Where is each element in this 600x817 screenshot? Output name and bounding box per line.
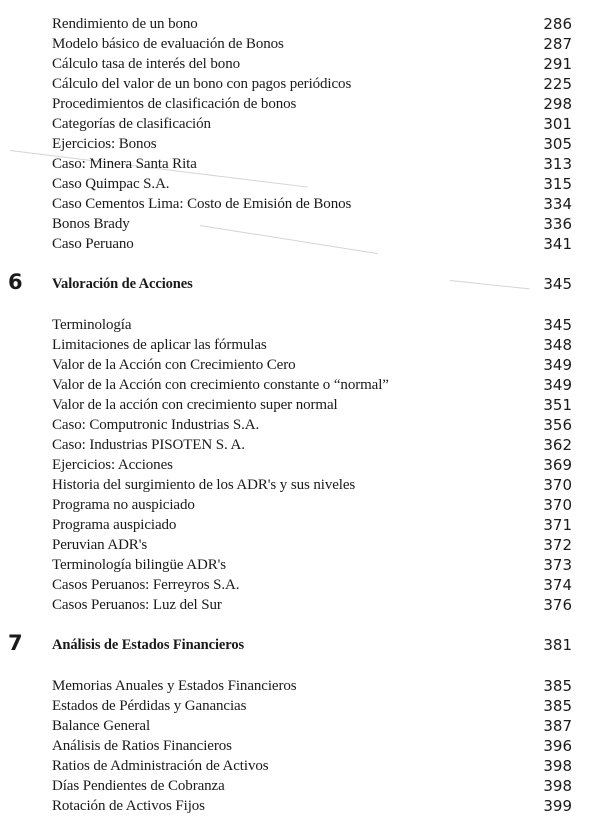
- toc-entry-title: Caso Cementos Lima: Costo de Emisión de Bonos: [52, 196, 352, 212]
- toc-entry-page: 349: [543, 376, 572, 394]
- toc-entry: [0, 435, 600, 455]
- toc-entry-page: 399: [543, 797, 572, 815]
- table-of-contents: [0, 14, 600, 816]
- toc-entry-page: 336: [543, 215, 572, 233]
- toc-entry-title: Valor de la Acción con Crecimiento Cero: [52, 357, 296, 373]
- toc-entry-page: 349: [543, 356, 572, 374]
- toc-entry-title: Caso: Minera Santa Rita: [52, 156, 197, 172]
- toc-entry-title: Historia del surgimiento de los ADR's y sus niveles: [52, 477, 356, 493]
- toc-entry: [0, 214, 600, 234]
- toc-entry-page: 385: [543, 677, 572, 695]
- toc-entry-page: 374: [543, 576, 572, 594]
- toc-entry: [0, 395, 600, 415]
- toc-entry-page: 398: [543, 757, 572, 775]
- toc-entry: [0, 154, 600, 174]
- toc-entry: [0, 595, 600, 615]
- toc-entry-page: 370: [543, 476, 572, 494]
- toc-entry: [0, 234, 600, 254]
- toc-entry-title: Cálculo tasa de interés del bono: [52, 56, 240, 72]
- toc-entry-page: 371: [543, 516, 572, 534]
- toc-entry: [0, 315, 600, 335]
- toc-entry: [0, 555, 600, 575]
- toc-entry: [0, 736, 600, 756]
- toc-entry-page: 287: [543, 35, 572, 53]
- toc-entry-page: 385: [543, 697, 572, 715]
- toc-entry-page: 348: [543, 336, 572, 354]
- toc-entry: [0, 776, 600, 796]
- toc-entry: [0, 455, 600, 475]
- toc-entry-title: Terminología bilingüe ADR's: [52, 557, 226, 573]
- toc-entry-page: 387: [543, 717, 572, 735]
- toc-entry: [0, 335, 600, 355]
- toc-entry-page: 362: [543, 436, 572, 454]
- toc-entry: [0, 375, 600, 395]
- toc-entry-page: 351: [543, 396, 572, 414]
- toc-entry-page: 372: [543, 536, 572, 554]
- toc-entry-title: Programa no auspiciado: [52, 497, 195, 513]
- toc-entry-title: Rendimiento de un bono: [52, 16, 198, 32]
- chapter-title: Valoración de Acciones: [52, 276, 193, 292]
- toc-entry-page: 376: [543, 596, 572, 614]
- chapter-heading: [0, 270, 600, 294]
- chapter-page-number: 381: [543, 636, 572, 654]
- toc-entry-page: 313: [543, 155, 572, 173]
- toc-entry-title: Peruvian ADR's: [52, 537, 148, 553]
- toc-entry-page: 286: [543, 15, 572, 33]
- chapter-number: 6: [8, 270, 23, 294]
- toc-entry-title: Memorias Anuales y Estados Financieros: [52, 678, 297, 694]
- toc-entry-title: Balance General: [52, 718, 151, 734]
- toc-entry: [0, 475, 600, 495]
- toc-entry: [0, 114, 600, 134]
- toc-entry: [0, 355, 600, 375]
- toc-entry: [0, 415, 600, 435]
- toc-entry-page: 305: [543, 135, 572, 153]
- toc-entry-title: Análisis de Ratios Financieros: [52, 738, 232, 754]
- toc-entry: [0, 54, 600, 74]
- toc-entry: [0, 194, 600, 214]
- toc-entry-title: Ratios de Administración de Activos: [52, 758, 269, 774]
- toc-entry-title: Ejercicios: Acciones: [52, 457, 173, 473]
- toc-entry-page: 356: [543, 416, 572, 434]
- toc-entry-title: Rotación de Activos Fijos: [52, 798, 205, 814]
- toc-entry-title: Caso: Industrias PISOTEN S. A.: [52, 437, 245, 453]
- toc-entry-title: Caso: Computronic Industrias S.A.: [52, 417, 260, 433]
- toc-entry: [0, 796, 600, 816]
- toc-entry-title: Valor de la acción con crecimiento super normal: [52, 397, 338, 413]
- toc-entry: [0, 134, 600, 154]
- toc-entry: [0, 676, 600, 696]
- toc-entry-page: 298: [543, 95, 572, 113]
- toc-entry-page: 301: [543, 115, 572, 133]
- toc-entry: [0, 716, 600, 736]
- toc-entry: [0, 34, 600, 54]
- toc-entry-title: Bonos Brady: [52, 216, 130, 232]
- chapter-heading: [0, 631, 600, 655]
- toc-entry-title: Estados de Pérdidas y Ganancias: [52, 698, 247, 714]
- toc-entry-page: 345: [543, 316, 572, 334]
- toc-entry-page: 373: [543, 556, 572, 574]
- toc-entry-page: 370: [543, 496, 572, 514]
- toc-entry-page: 291: [543, 55, 572, 73]
- toc-entry: [0, 696, 600, 716]
- toc-entry-page: 341: [543, 235, 572, 253]
- toc-entry-page: 396: [543, 737, 572, 755]
- toc-entry-title: Caso Quimpac S.A.: [52, 176, 170, 192]
- toc-entry-title: Casos Peruanos: Ferreyros S.A.: [52, 577, 240, 593]
- toc-entry-page: 225: [543, 75, 572, 93]
- toc-entry-title: Caso Peruano: [52, 236, 134, 252]
- toc-entry-title: Ejercicios: Bonos: [52, 136, 157, 152]
- toc-entry-title: Días Pendientes de Cobranza: [52, 778, 225, 794]
- toc-entry-title: Cálculo del valor de un bono con pagos periódicos: [52, 76, 352, 92]
- toc-entry: [0, 74, 600, 94]
- chapter-page-number: 345: [543, 275, 572, 293]
- toc-entry: [0, 515, 600, 535]
- toc-entry-title: Limitaciones de aplicar las fórmulas: [52, 337, 267, 353]
- toc-entry-title: Programa auspiciado: [52, 517, 177, 533]
- toc-entry: [0, 575, 600, 595]
- toc-entry: [0, 14, 600, 34]
- toc-entry-title: Valor de la Acción con crecimiento constante o “normal”: [52, 377, 389, 393]
- toc-entry-page: 398: [543, 777, 572, 795]
- toc-entry-title: Categorías de clasificación: [52, 116, 211, 132]
- toc-entry: [0, 756, 600, 776]
- chapter-number: 7: [8, 631, 23, 655]
- toc-entry: [0, 174, 600, 194]
- toc-entry: [0, 94, 600, 114]
- toc-entry-title: Procedimientos de clasificación de bonos: [52, 96, 297, 112]
- toc-entry-title: Terminología: [52, 317, 132, 333]
- toc-entry: [0, 495, 600, 515]
- toc-entry: [0, 535, 600, 555]
- toc-entry-page: 315: [543, 175, 572, 193]
- toc-entry-page: 369: [543, 456, 572, 474]
- toc-entry-title: Modelo básico de evaluación de Bonos: [52, 36, 284, 52]
- toc-entry-page: 334: [543, 195, 572, 213]
- chapter-title: Análisis de Estados Financieros: [52, 637, 245, 653]
- toc-entry-title: Casos Peruanos: Luz del Sur: [52, 597, 222, 613]
